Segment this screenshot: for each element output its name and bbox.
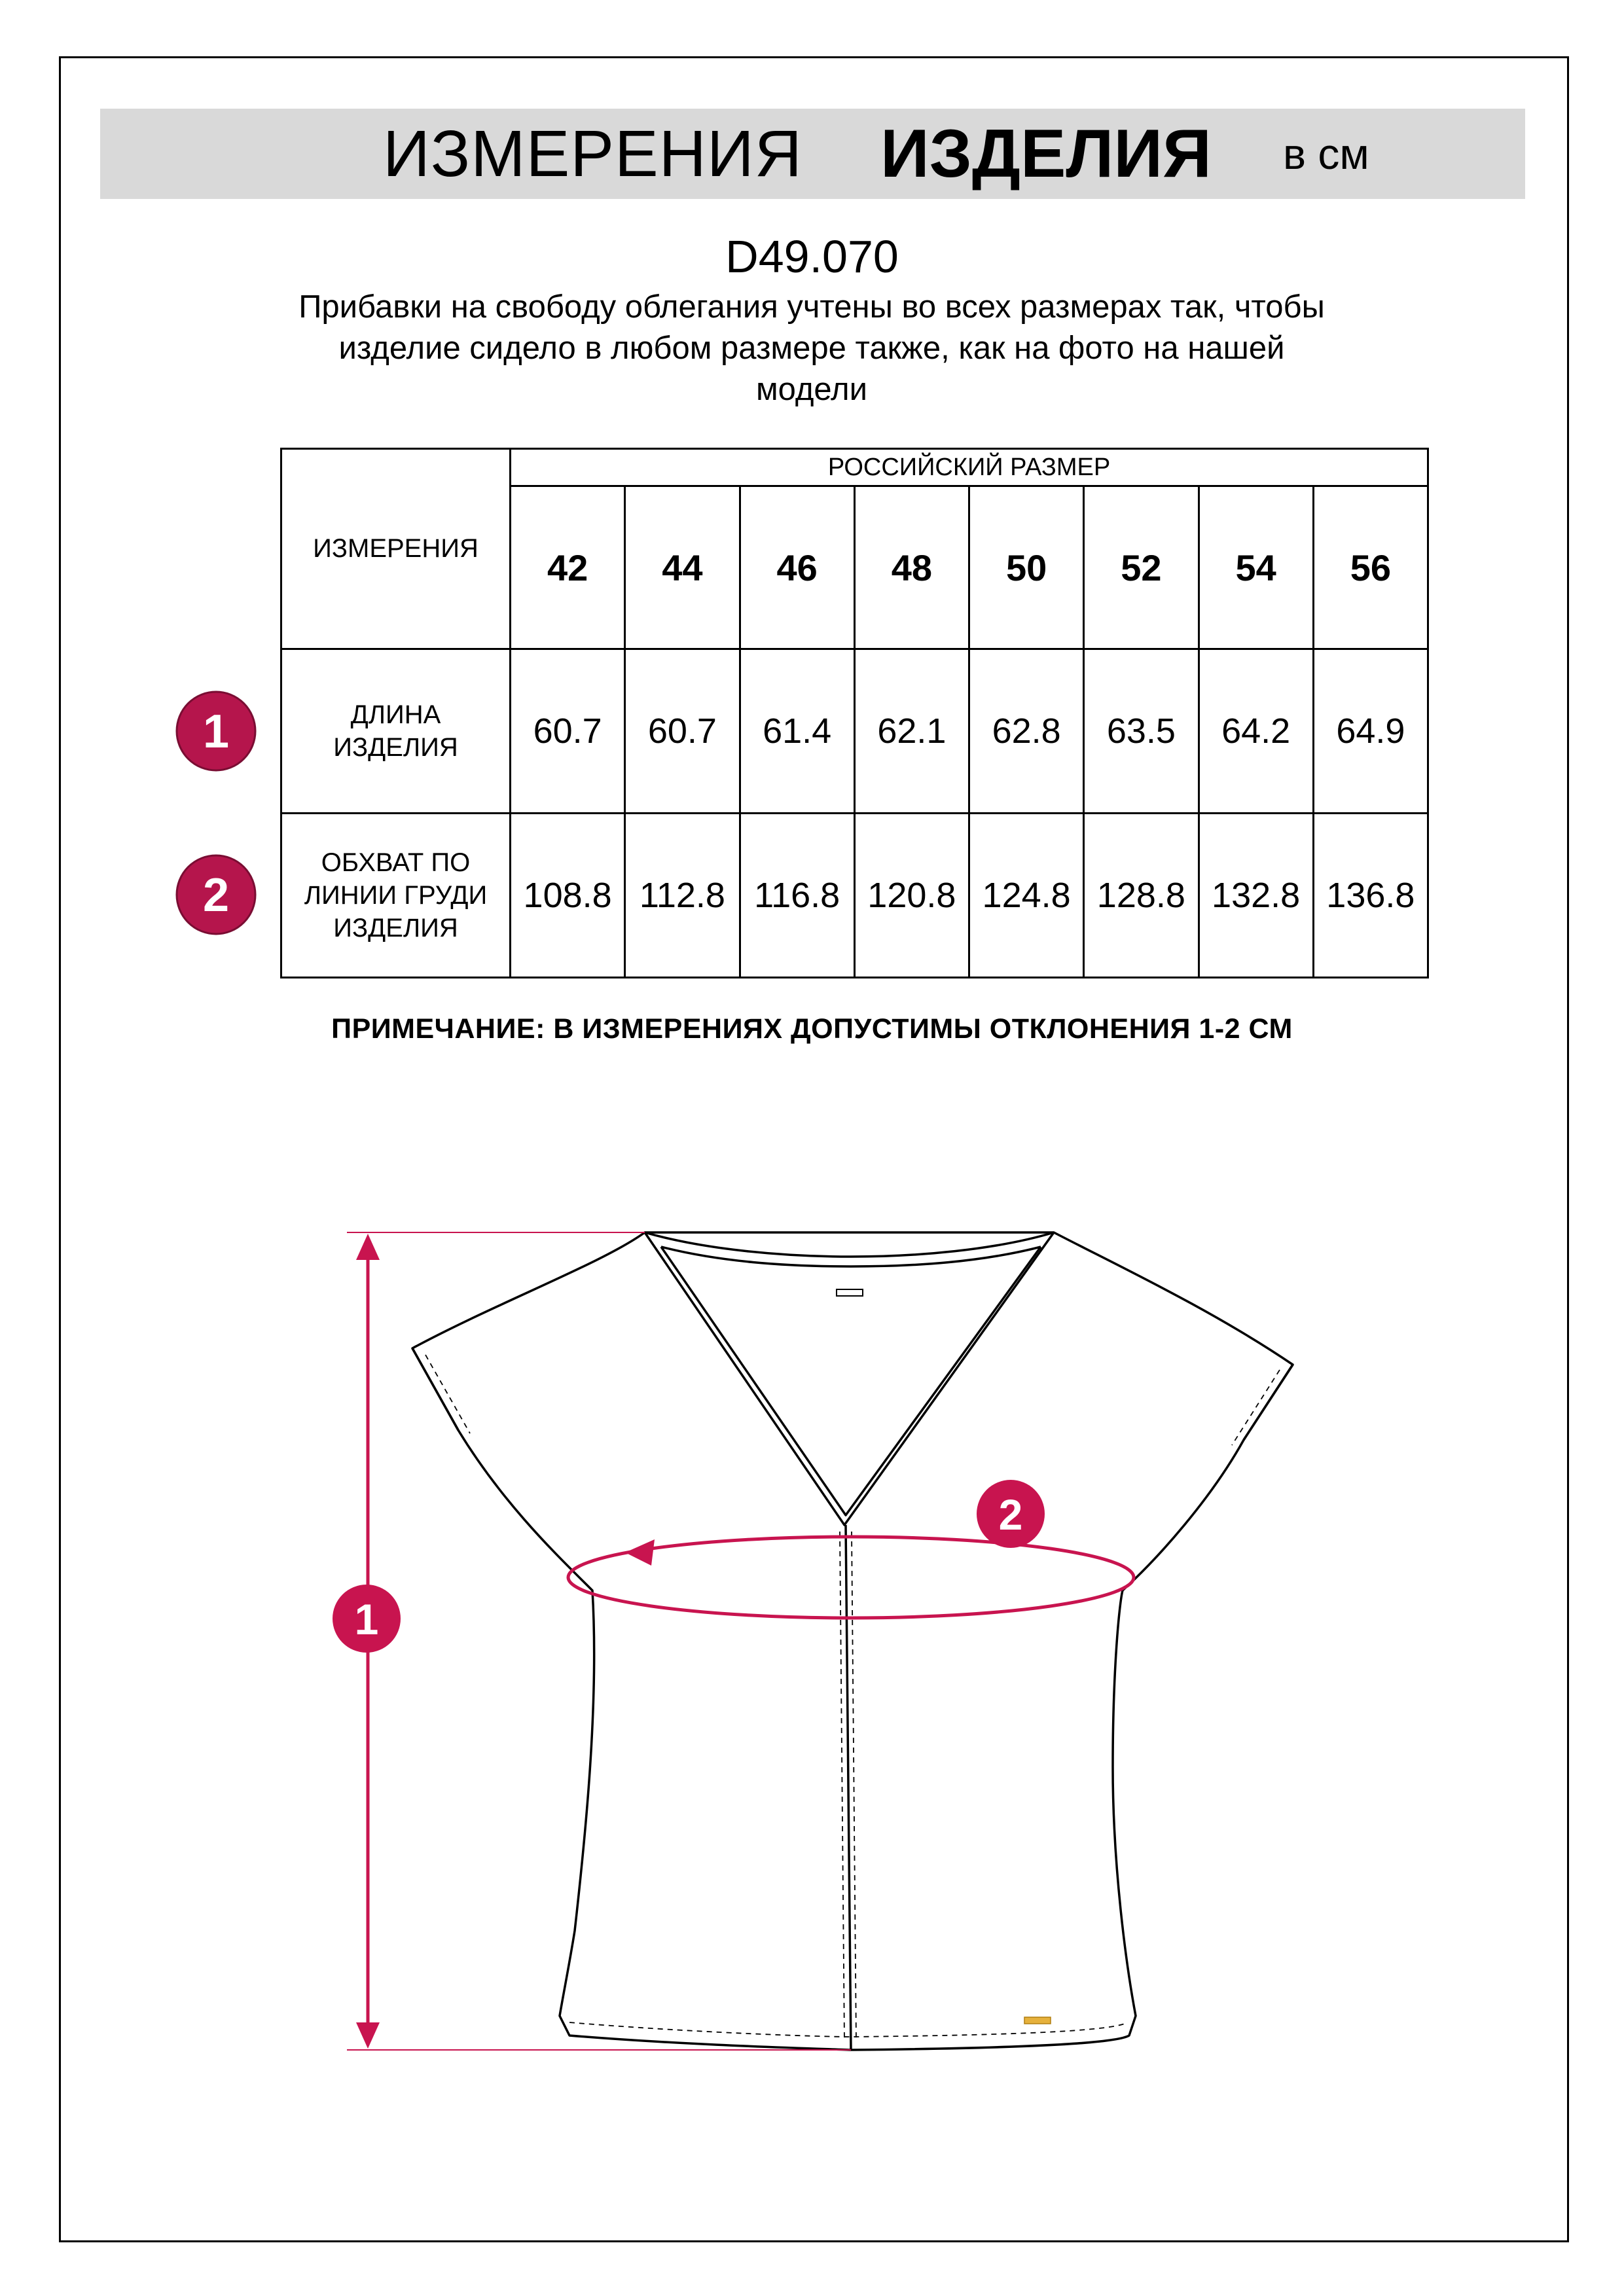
size-header: 52: [1084, 486, 1199, 649]
badge-number: 2: [202, 869, 230, 922]
neck-front-inner: [661, 1247, 1041, 1515]
corner-label: ИЗМЕРЕНИЯ: [281, 449, 511, 649]
title-item: ИЗДЕЛИЯ: [880, 116, 1212, 192]
stitch-left-sleeve: [425, 1355, 470, 1433]
neck-front-outer: [645, 1232, 1054, 1525]
right-sleeve-hem: [1244, 1365, 1293, 1440]
badge-number: 2: [998, 1490, 1023, 1539]
size-header: 42: [511, 486, 625, 649]
drawing-badge-chest: [977, 1480, 1045, 1548]
row-label-line: ИЗДЕЛИЯ: [333, 914, 458, 942]
table-cell: 132.8: [1199, 814, 1313, 978]
badge-number: 1: [354, 1595, 379, 1643]
fit-note-line: изделие сидело в любом размере также, как на фото на нашей: [338, 331, 1285, 366]
topstitching: [425, 1355, 1280, 2042]
size-header: 56: [1313, 486, 1428, 649]
table-cell: 62.8: [969, 649, 1084, 814]
table-cell: 60.7: [511, 649, 625, 814]
brand-tag: [1024, 2017, 1051, 2024]
badge-number: 1: [202, 706, 230, 758]
stitch-hem: [569, 2022, 1127, 2037]
table-cell: 128.8: [1084, 814, 1199, 978]
chest-arrowhead-icon: [625, 1539, 655, 1566]
size-group-header: РОССИЙСКИЙ РАЗМЕР: [511, 449, 1428, 486]
fit-note-line: Прибавки на свободу облегания учтены во всех размерах так, чтобы: [298, 289, 1325, 325]
tolerance-note: ПРИМЕЧАНИЕ: В ИЗМЕРЕНИЯХ ДОПУСТИМЫ ОТКЛОНЕНИЯ 1-2 СМ: [331, 1013, 1293, 1045]
row-label-line: ИЗДЕЛИЯ: [333, 733, 458, 762]
table-cell: 120.8: [854, 814, 969, 978]
table-cell: 64.2: [1199, 649, 1313, 814]
table-cell: 61.4: [740, 649, 854, 814]
arrowhead-down-icon: [356, 2022, 380, 2049]
arrowhead-up-icon: [356, 1234, 380, 1260]
neck-back: [645, 1232, 1054, 1257]
fit-note-line: модели: [755, 372, 868, 407]
stitch-center-left: [840, 1532, 844, 2042]
center-seam: [846, 1525, 851, 2050]
size-header: 50: [969, 486, 1084, 649]
table-cell: 64.9: [1313, 649, 1428, 814]
table-cell: 60.7: [625, 649, 740, 814]
table-cell: 124.8: [969, 814, 1084, 978]
row-label-line: ЛИНИИ ГРУДИ: [304, 881, 488, 910]
size-header: 44: [625, 486, 740, 649]
table-cell: 108.8: [511, 814, 625, 978]
article-number: D49.070: [725, 231, 899, 282]
left-sleeve-hem: [412, 1348, 458, 1430]
title-unit: в см: [1283, 130, 1369, 178]
table-cell: 112.8: [625, 814, 740, 978]
drawing-badge-length: [333, 1585, 401, 1653]
row-label-line: ОБХВАТ ПО: [321, 848, 471, 877]
size-header: 48: [854, 486, 969, 649]
table-cell: 63.5: [1084, 649, 1199, 814]
title-measurements: ИЗМЕРЕНИЯ: [383, 117, 803, 190]
table-cell: 62.1: [854, 649, 969, 814]
neck-label: [837, 1289, 863, 1296]
length-measure: [347, 1232, 851, 2050]
row-label-line: ДЛИНА: [350, 700, 441, 729]
stitch-right-sleeve: [1232, 1370, 1280, 1445]
row-badge-length: [177, 692, 255, 770]
size-header: 46: [740, 486, 854, 649]
row-badge-chest: [177, 855, 255, 934]
table-cell: 136.8: [1313, 814, 1428, 978]
size-header: 54: [1199, 486, 1313, 649]
table-cell: 116.8: [740, 814, 854, 978]
stitch-center-right: [852, 1532, 856, 2042]
